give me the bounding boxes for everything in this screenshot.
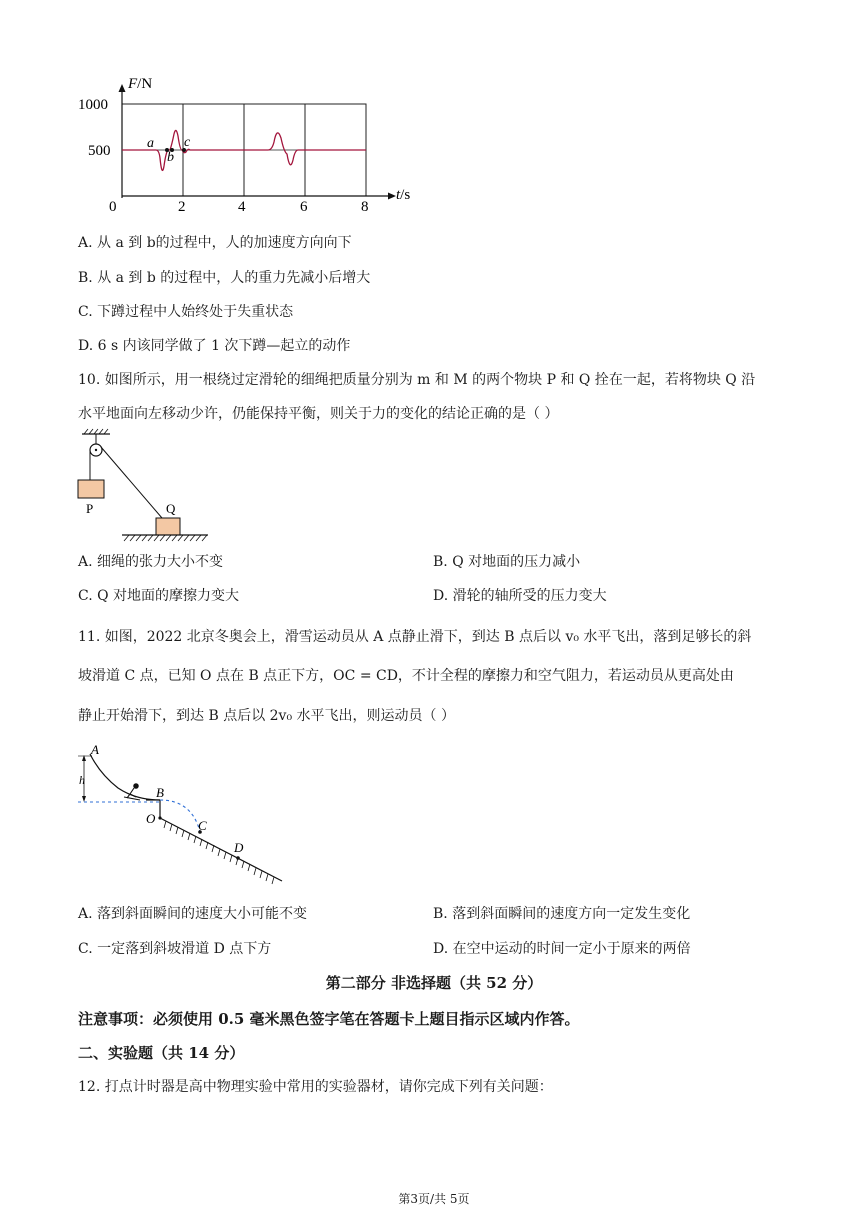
y-tick-1000: 1000 [78,97,108,113]
point-d-marker [236,856,240,860]
q9-option-d: D. 6 s 内该同学做了 1 次下蹲—起立的动作 [78,338,351,354]
q10-option-b: B. Q 对地面的压力减小 [433,554,581,570]
q10-stem-line-2: 水平地面向左移动少许，仍能保持平衡，则关于力的变化的结论正确的是（ ） [78,406,559,422]
x-tick-8: 8 [361,199,369,215]
slope [160,818,282,881]
slope-hatch [164,821,274,884]
q9-option-b: B. 从 a 到 b 的过程中，人的重力先减小后增大 [78,270,371,286]
y-axis-arrow [119,84,126,92]
force-time-graph [76,68,421,218]
h-arrow-bottom [82,796,86,802]
ski-jump-diagram [74,742,289,890]
point-c-label: c [184,135,191,150]
page-footer: 第3页/共 5页 [398,1192,470,1206]
x-axis-label: t/s [396,187,411,203]
x-tick-6: 6 [300,199,308,215]
y-tick-500: 500 [88,143,111,159]
part2-notice: 注意事项：必须使用 0.5 毫米黑色签字笔在答题卡上题目指示区域内作答。 [78,1010,580,1028]
label-b: B [156,785,164,800]
q9-option-c: C. 下蹲过程中人始终处于失重状态 [78,304,294,320]
x-axis-arrow [388,193,396,200]
q12-stem: 12. 打点计时器是高中物理实验中常用的实验器材，请你完成下列有关问题： [78,1079,553,1095]
x-tick-2: 2 [178,199,186,215]
label-p: P [86,501,94,516]
ski-track [90,754,160,800]
block-q [156,518,180,535]
ceiling-hatch [84,429,108,434]
q10-option-c: C. Q 对地面的摩擦力变大 [78,588,240,604]
label-o: O [146,811,156,826]
ground-hatch [124,535,207,541]
q11-option-a: A. 落到斜面瞬间的速度大小可能不变 [78,906,308,922]
q11-stem-line-2: 坡滑道 C 点，已知 O 点在 B 点正下方，OC = CD，不计全程的摩擦力和空气阻力，若运动员从更高处由 [78,668,734,684]
label-c: C [198,818,207,833]
pulley-axle [95,449,97,451]
block-p [78,480,104,498]
q9-option-a: A. 从 a 到 b的过程中，人的加速度方向向下 [78,235,352,251]
x-tick-0: 0 [109,199,117,215]
q11-stem-line-1: 11. 如图，2022 北京冬奥会上，滑雪运动员从 A 点静止滑下，到达 B 点后以 v₀ 水平飞出，落到足够长的斜 [78,629,752,645]
label-q: Q [166,501,176,516]
label-a: A [91,742,99,757]
q11-stem-line-3: 静止开始滑下，到达 B 点后以 2v₀ 水平飞出，则运动员（ ） [78,708,455,724]
label-h: h [79,773,85,787]
q10-option-a: A. 细绳的张力大小不变 [78,554,224,570]
q11-option-c: C. 一定落到斜坡滑道 D 点下方 [78,941,272,957]
x-tick-4: 4 [238,199,246,215]
part2-title: 第二部分 非选择题（共 52 分） [325,974,543,992]
section-title: 二、实验题（共 14 分） [78,1044,245,1062]
point-b-label: b [167,150,174,165]
rope-to-q [101,447,162,518]
pulley-diagram [74,428,214,546]
q11-option-d: D. 在空中运动的时间一定小于原来的两倍 [433,941,691,957]
point-a-label: a [147,136,154,151]
label-d: D [234,840,244,855]
q10-stem-line-1: 10. 如图所示，用一根绕过定滑轮的细绳把质量分别为 m 和 M 的两个物块 P 和 Q 拴在一起，若将物块 Q 沿 [78,372,756,388]
q11-option-b: B. 落到斜面瞬间的速度方向一定发生变化 [433,906,691,922]
q10-option-d: D. 滑轮的轴所受的压力变大 [433,588,607,604]
trajectory [160,800,200,832]
y-axis-label: F/N [128,76,153,92]
